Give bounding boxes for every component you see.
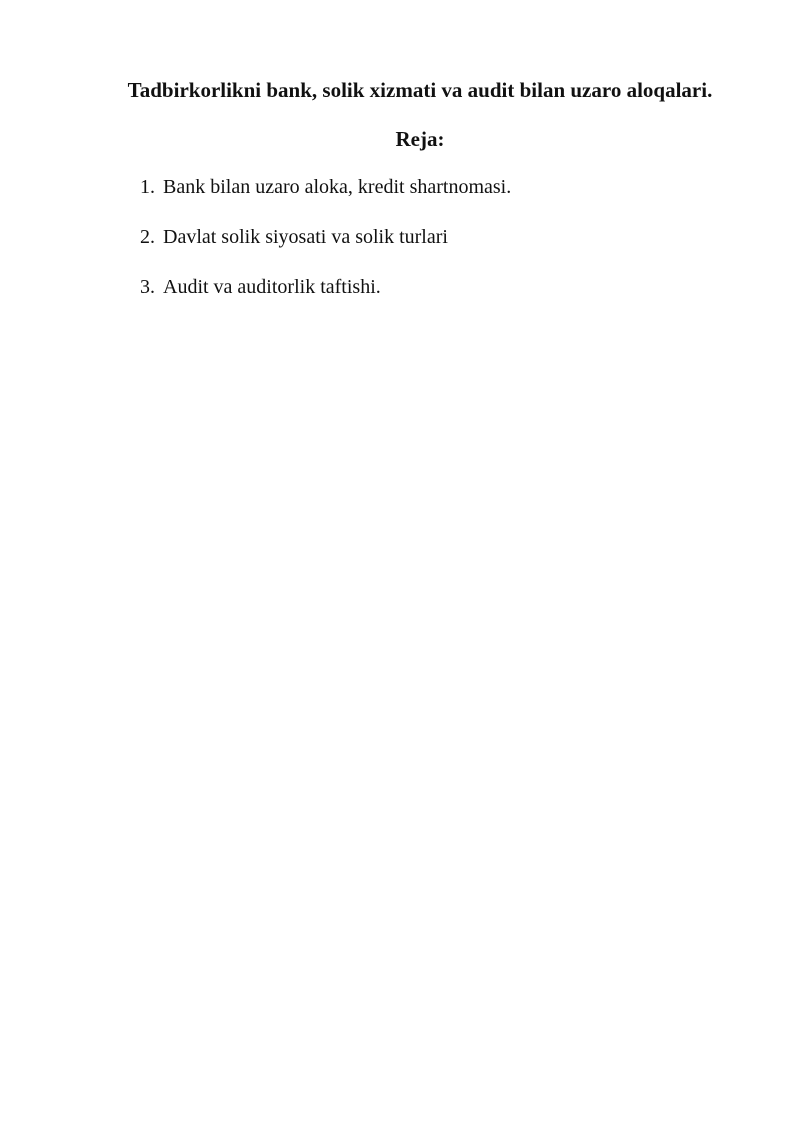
plan-item-1 <box>140 174 511 200</box>
plan-item-3 <box>140 274 511 300</box>
plan-item-text: Bank bilan uzaro aloka, kredit shartnomasi. <box>163 176 512 198</box>
plan-item-number: 3. <box>140 276 155 298</box>
plan-item-text: Audit va auditorlik taftishi. <box>163 276 381 298</box>
plan-heading: Reja: <box>395 127 445 151</box>
plan-item-text: Davlat solik siyosati va solik turlari <box>163 226 448 248</box>
plan-item-number: 1. <box>140 176 155 198</box>
document-title: Tadbirkorlikni bank, solik xizmati va audit bilan uzaro aloqalari. <box>127 78 713 102</box>
plan-item-number: 2. <box>140 226 155 248</box>
plan-list <box>140 174 511 324</box>
plan-item-2 <box>140 224 511 250</box>
